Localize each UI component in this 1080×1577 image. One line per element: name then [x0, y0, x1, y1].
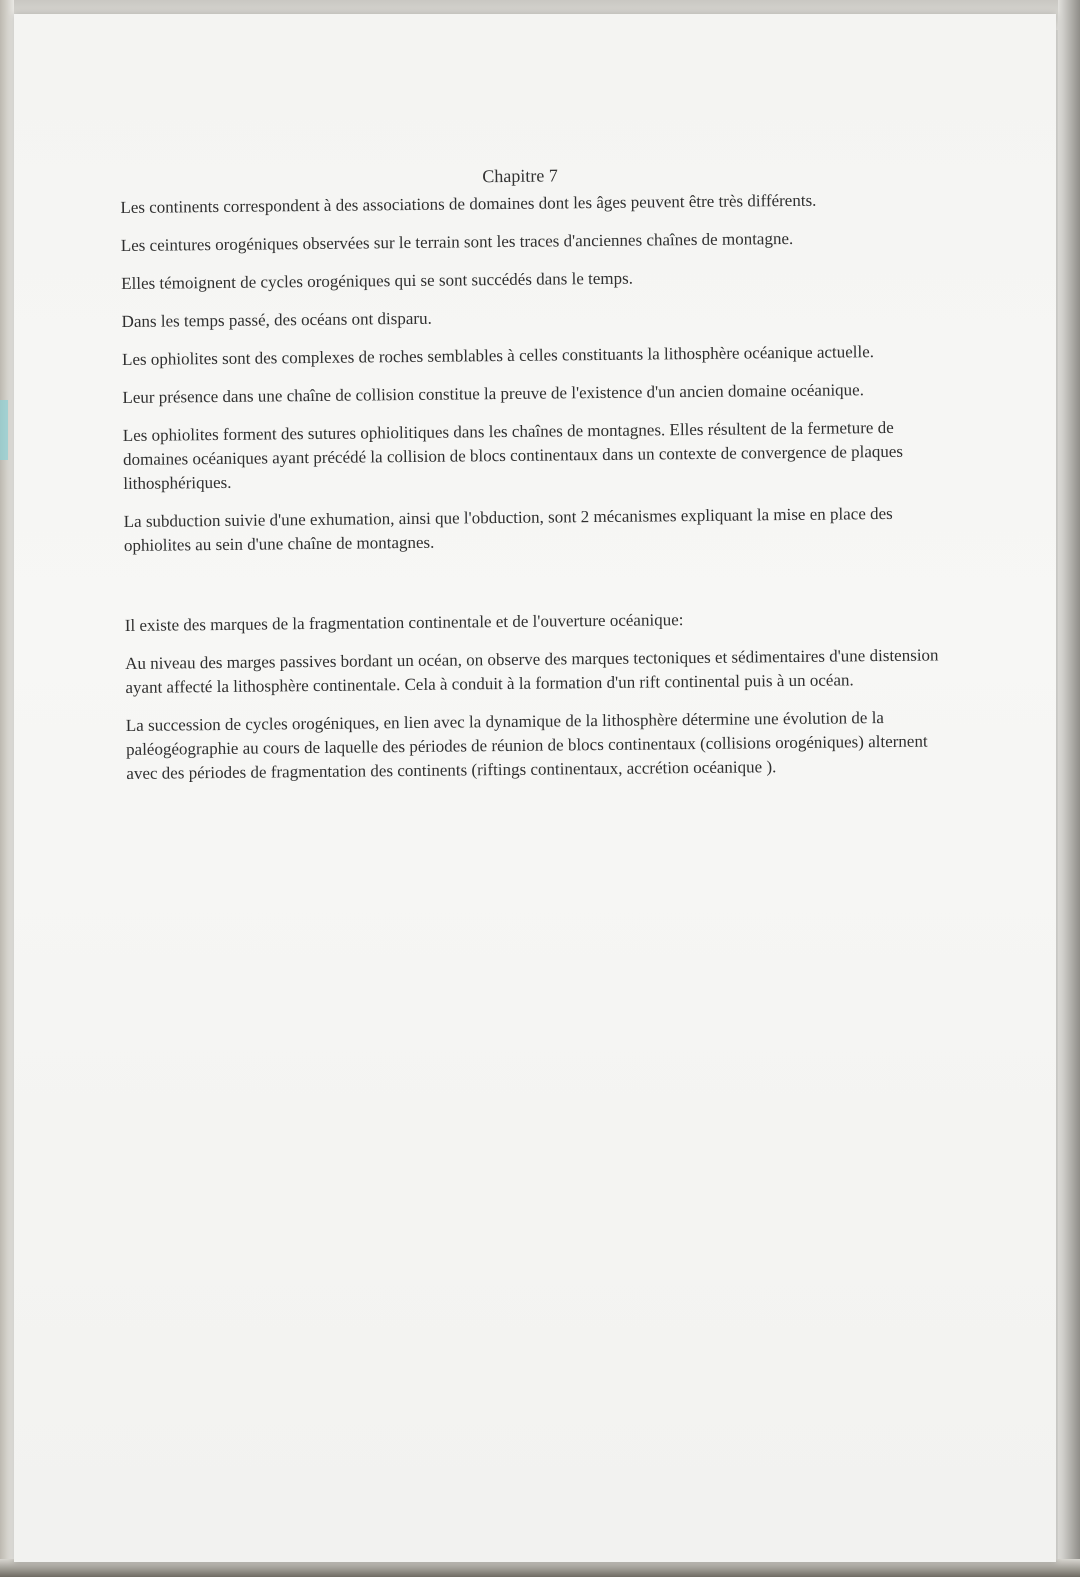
chapter-title: Chapitre 7 [482, 165, 558, 187]
paragraph: La succession de cycles orogéniques, en lien avec la dynamique de la lithosphère détermine une évolution de la paléogéographie au cours de laquelle des périodes de réunion de blocs continentaux (collisions orogéniques) alternent avec des périodes de fragmentation des continents (riftings continentaux, accrétion océanique ). [125, 708, 928, 783]
paragraph: La subduction suivie d'une exhumation, ainsi que l'obduction, sont 2 mécanismes expliquant la mise en place des ophiolites au sein d'une chaîne de montagnes. [123, 503, 893, 555]
document-content [120, 159, 947, 800]
paragraph: Il existe des marques de la fragmentation continentale et de l'ouverture océanique: [124, 610, 684, 635]
paragraph: Les ophiolites forment des sutures ophiolitiques dans les chaînes de montagnes. Elles résultent de la fermeture de domaines océaniques ayant précédé la collision de blocs continentaux dans un contexte de convergence de plaques lithosphériques. [122, 417, 904, 493]
paragraph: Elles témoignent de cycles orogéniques qui se sont succédés dans le temps. [121, 268, 634, 293]
paragraph: Dans les temps passé, des océans ont disparu. [121, 308, 432, 331]
paragraph: Les continents correspondent à des associations de domaines dont les âges peuvent être très différents. [120, 190, 817, 217]
paragraph: Leur présence dans une chaîne de collision constitue la preuve de l'existence d'un ancien domaine océanique. [122, 380, 865, 407]
paragraph: Les ophiolites sont des complexes de roches semblables à celles constituants la lithosphère océanique actuelle. [121, 342, 875, 369]
background-left-accent [0, 400, 8, 460]
background-left [0, 0, 14, 1577]
background-right [1058, 0, 1080, 1577]
paragraph: Au niveau des marges passives bordant un océan, on observe des marques tectoniques et sédimentaires d'une distension ayant affecté la lithosphère continentale. Cela à conduit à la formation d'un rift continental puis à un océan. [125, 645, 939, 697]
paragraph: Les ceintures orogéniques observées sur le terrain sont les traces d'anciennes chaînes de montagne. [120, 228, 794, 255]
